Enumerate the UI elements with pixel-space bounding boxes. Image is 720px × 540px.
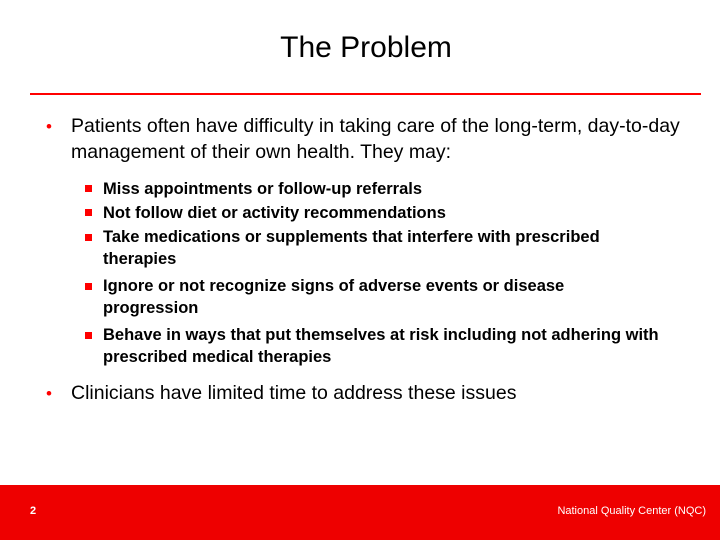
square-bullet-icon	[85, 234, 92, 241]
bullet-item	[46, 381, 686, 407]
square-bullet-icon	[85, 283, 92, 290]
slide-title: The Problem	[280, 31, 452, 64]
title-divider	[30, 93, 701, 95]
organization-name: National Quality Center (NQC)	[557, 505, 706, 517]
sub-bullet-text: Behave in ways that put themselves at risk including not adhering with prescribed medical therapies	[103, 326, 659, 366]
square-bullet-icon	[85, 209, 92, 216]
sub-bullet-item	[83, 177, 663, 201]
sub-bullet-text: Ignore or not recognize signs of adverse events or disease progression	[103, 277, 565, 317]
sub-bullet-text: Take medications or supplements that interfere with prescribed therapies	[103, 228, 600, 268]
bullet-marker-icon: •	[46, 117, 52, 136]
sub-bullet-item	[83, 323, 663, 372]
sub-bullet-item	[83, 225, 663, 274]
sub-bullet-list	[83, 177, 686, 372]
bullet-marker-icon: •	[46, 384, 52, 403]
footer-bar	[0, 485, 720, 540]
sub-bullet-item	[83, 274, 663, 323]
bullet-text: Clinicians have limited time to address these issues	[71, 382, 517, 404]
sub-bullet-text: Not follow diet or activity recommendations	[103, 204, 446, 222]
page-number: 2	[30, 505, 37, 517]
square-bullet-icon	[85, 332, 92, 339]
sub-bullet-text: Miss appointments or follow-up referrals	[103, 180, 423, 198]
square-bullet-icon	[85, 185, 92, 192]
sub-bullet-item	[83, 201, 663, 225]
bullet-text: Patients often have difficulty in taking care of the long-term, day-to-day management of their own health. They may:	[71, 115, 680, 163]
slide-content	[46, 114, 686, 407]
bullet-item	[46, 114, 686, 165]
